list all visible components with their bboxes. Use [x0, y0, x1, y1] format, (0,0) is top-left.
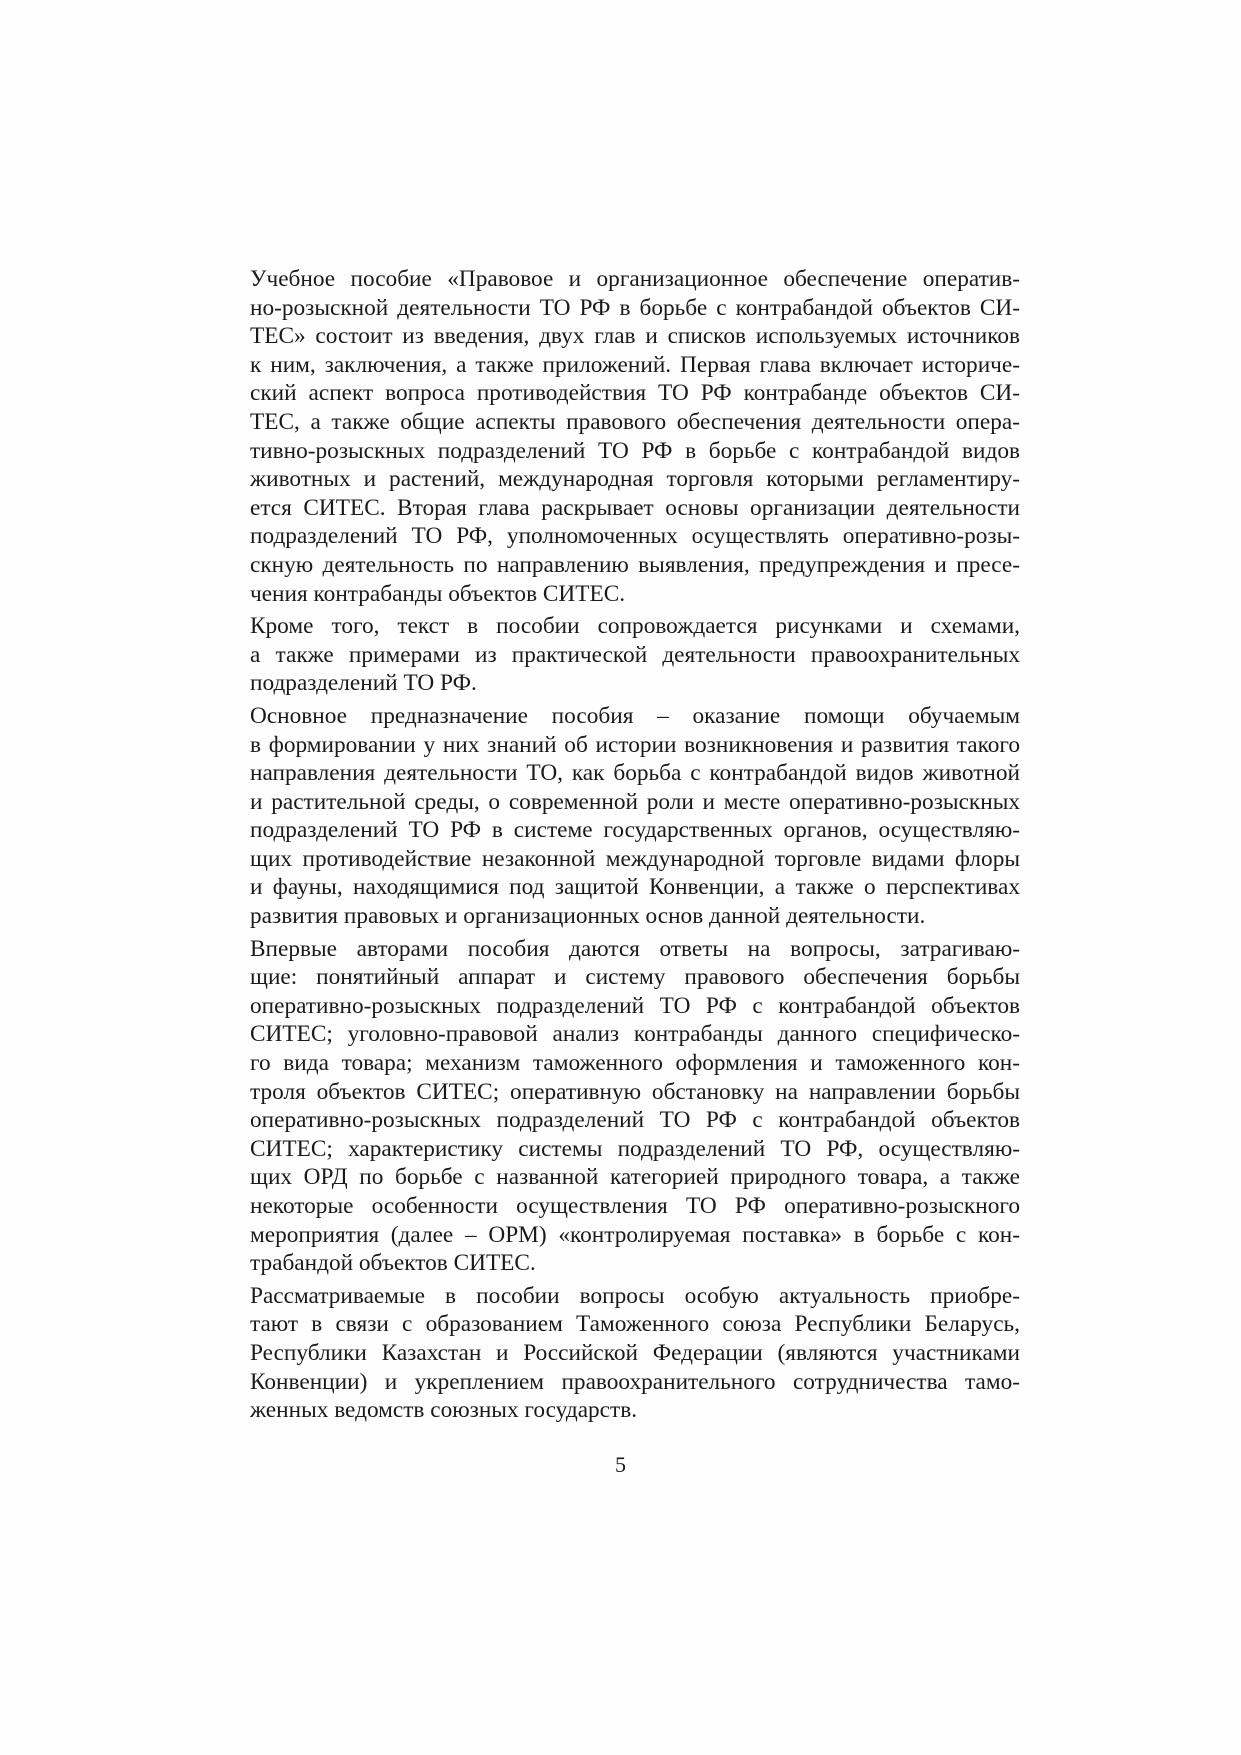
- text-line: женных ведомств союзных государств.: [250, 1397, 638, 1424]
- text-line: ТЕС, а также общие аспекты правового обеспечения деятельности опера-: [250, 408, 1020, 435]
- page-number: 5: [615, 1452, 626, 1477]
- paragraph: [250, 612, 1020, 698]
- body-text: [250, 265, 1020, 1425]
- text-line: го вида товара; механизм таможенного оформления и таможенного кон-: [250, 1050, 1020, 1077]
- text-line: Республики Казахстан и Российской Федерации (являются участниками: [250, 1339, 1020, 1366]
- text-line: направления деятельности ТО, как борьба с контрабандой видов животной: [250, 760, 1020, 787]
- text-line: щие: понятийный аппарат и систему правового обеспечения борьбы: [250, 964, 1020, 991]
- text-line: Учебное пособие «Правовое и организационное обеспечение оператив-: [250, 266, 1020, 292]
- text-line: подразделений ТО РФ, уполномоченных осуществлять оперативно-розы-: [250, 523, 1020, 550]
- text-line: тают в связи с образованием Таможенного союза Республики Беларусь,: [250, 1311, 1020, 1338]
- text-line: скную деятельность по направлению выявления, предупреждения и пресе-: [250, 551, 1020, 578]
- text-line: трабандой объектов СИТЕС.: [250, 1250, 536, 1277]
- text-line: ТЕС» состоит из введения, двух глав и списков используемых источников: [250, 323, 1020, 350]
- text-line: развития правовых и организационных основ данной деятельности.: [250, 903, 926, 930]
- text-line: СИТЕС; характеристику системы подразделений ТО РФ, осуществляю-: [250, 1135, 1020, 1162]
- paragraph: [250, 935, 1020, 1278]
- text-line: тивно-розыскных подразделений ТО РФ в борьбе с контрабандой видов: [250, 437, 1020, 464]
- paragraph: [250, 265, 1020, 608]
- text-line: к ним, заключения, а также приложений. Первая глава включает историче-: [250, 351, 1020, 378]
- text-line: чения контрабанды объектов СИТЕС.: [250, 580, 626, 607]
- text-line: Основное предназначение пособия – оказание помощи обучаемым: [250, 702, 1020, 729]
- text-line: оперативно-розыскных подразделений ТО РФ с контрабандой объектов: [250, 1107, 1020, 1134]
- text-line: мероприятия (далее – ОРМ) «контролируемая поставка» в борьбе с кон-: [250, 1221, 1020, 1248]
- paragraph: [250, 1282, 1020, 1425]
- text-line: оперативно-розыскных подразделений ТО РФ с контрабандой объектов: [250, 992, 1020, 1019]
- text-line: и фауны, находящимися под защитой Конвенции, а также о перспективах: [250, 874, 1020, 901]
- text-line: в формировании у них знаний об истории возникновения и развития такого: [250, 731, 1020, 758]
- text-line: щих противодействие незаконной международной торговле видами флоры: [250, 845, 1020, 872]
- text-line: и растительной среды, о современной роли и месте оперативно-розыскных: [250, 788, 1020, 815]
- text-line: Кроме того, текст в пособии сопровождается рисунками и схемами,: [250, 613, 1020, 640]
- text-line: СИТЕС; уголовно-правовой анализ контрабанды данного специфическо-: [250, 1021, 1020, 1048]
- text-line: ский аспект вопроса противодействия ТО РФ контрабанде объектов СИ-: [250, 380, 1020, 407]
- text-line: Конвенции) и укреплением правоохранительного сотрудничества тамо-: [250, 1368, 1020, 1395]
- text-line: щих ОРД по борьбе с названной категорией природного товара, а также: [250, 1164, 1020, 1191]
- text-line: животных и растений, международная торговля которыми регламентиру-: [250, 466, 1020, 493]
- text-line: но-розыскной деятельности ТО РФ в борьбе с контрабандой объектов СИ-: [250, 294, 1020, 321]
- text-line: подразделений ТО РФ.: [250, 670, 477, 697]
- text-line: а также примерами из практической деятельности правоохранительных: [250, 641, 1020, 668]
- text-line: некоторые особенности осуществления ТО РФ оперативно-розыскного: [250, 1193, 1020, 1219]
- text-line: Рассматриваемые в пособии вопросы особую актуальность приобре-: [250, 1282, 1020, 1309]
- text-line: троля объектов СИТЕС; оперативную обстановку на направлении борьбы: [250, 1078, 1020, 1105]
- paragraph: [250, 702, 1020, 931]
- text-line: Впервые авторами пособия даются ответы на вопросы, затрагиваю-: [250, 935, 1020, 962]
- text-line: подразделений ТО РФ в системе государственных органов, осуществляю-: [250, 817, 1020, 844]
- text-line: ется СИТЕС. Вторая глава раскрывает основы организации деятельности: [250, 494, 1020, 521]
